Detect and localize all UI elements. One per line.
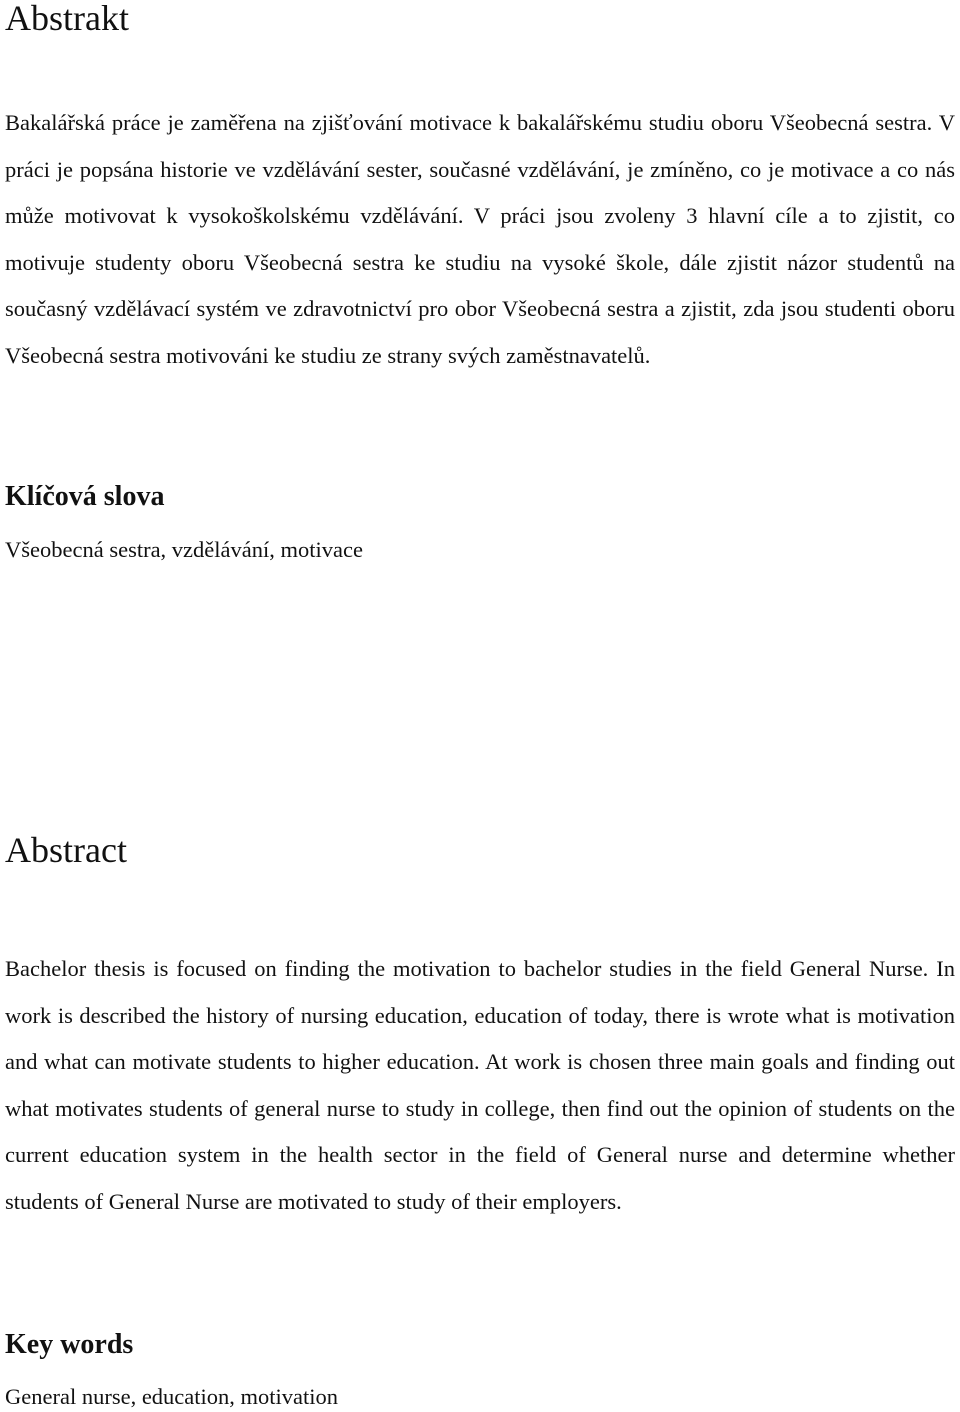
czech-keywords-list: Všeobecná sestra, vzdělávání, motivace bbox=[5, 537, 363, 562]
english-abstract-title: Abstract bbox=[5, 830, 127, 870]
english-keywords-title: Key words bbox=[5, 1329, 134, 1360]
czech-keywords-title: Klíčová slova bbox=[5, 481, 165, 512]
czech-abstract-text: Bakalářská práce je zaměřena na zjišťování motivace k bakalářskému studiu oboru Všeobecná sestra. V práci je popsána historie ve vzdělávání sester, současné vzdělávání, je zmíněno, co je motivace a co nás může motivovat k vysokoškolskému vzdělávání. V práci jsou zvoleny 3 hlavní cíle a to zjistit, co motivuje studenty oboru Všeobecná sestra ke studiu na vysoké škole, dále zjistit názor studentů na současný vzdělávací systém ve zdravotnictví pro obor Všeobecná sestra a zjistit, zda jsou studenti oboru Všeobecná sestra motivováni ke studiu ze strany svých zaměstnavatelů. bbox=[5, 110, 955, 368]
english-keywords-list: General nurse, education, motivation bbox=[5, 1384, 339, 1409]
thesis-abstract-page bbox=[5, 0, 955, 1408]
english-abstract-text: Bachelor thesis is focused on finding the motivation to bachelor studies in the field General Nurse. In work is described the history of nursing education, education of today, there is wrote what is motivation and what can motivate students to higher education. At work is chosen three main goals and finding out what motivates students of general nurse to study in college, then find out the opinion of students on the current education system in the health sector in the field of General nurse and determine whether students of General Nurse are motivated to study of their employers. bbox=[5, 956, 955, 1214]
czech-abstract-title: Abstrakt bbox=[5, 0, 129, 38]
